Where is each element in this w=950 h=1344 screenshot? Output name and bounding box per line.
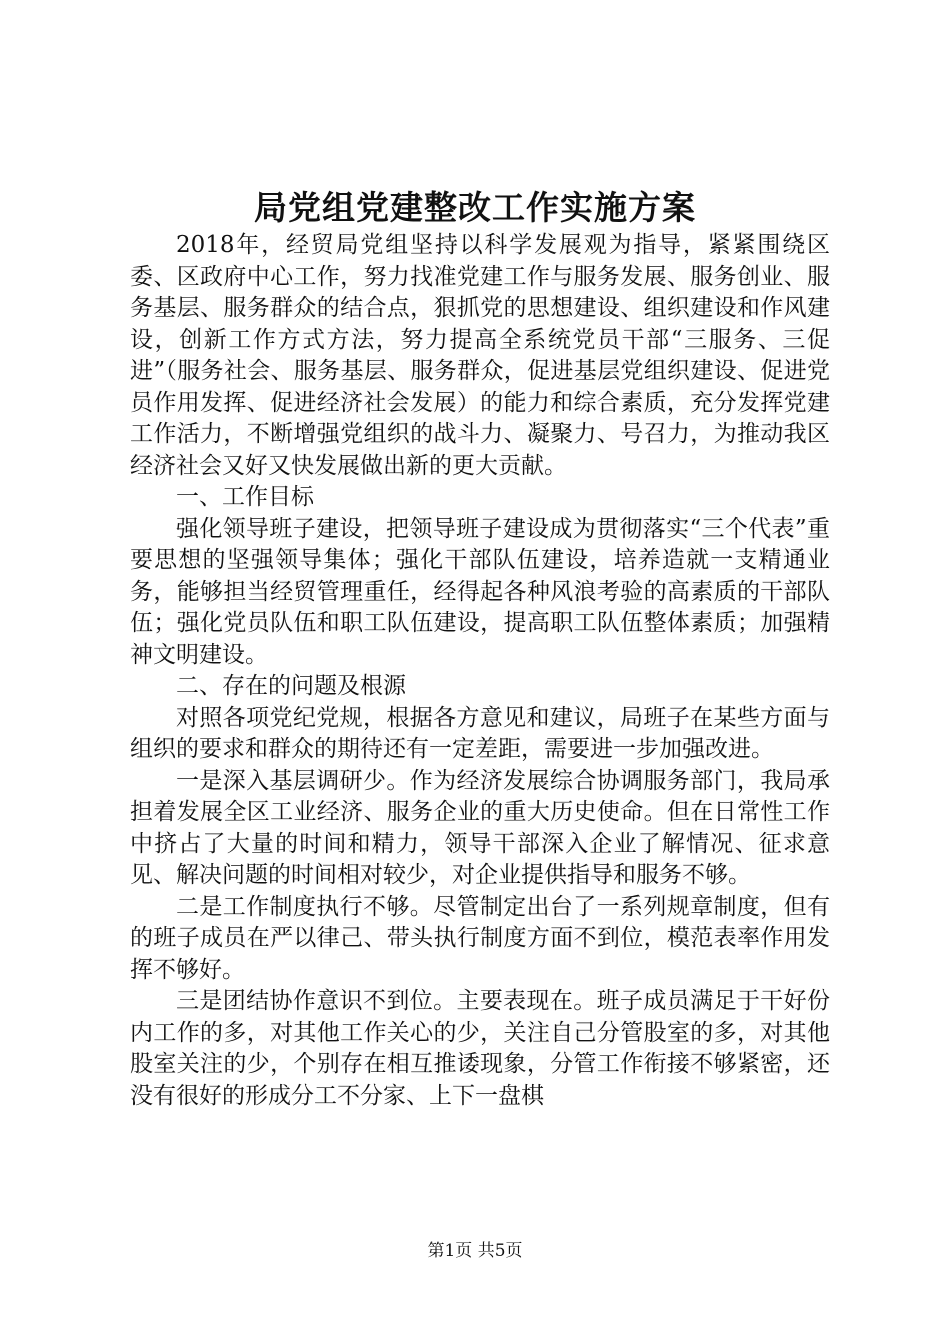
problem-one-paragraph: 一是深入基层调研少。作为经济发展综合协调服务部门，我局承担着发展全区工业经济、服务企业的重大历史使命。但在日常性工作中挤占了大量的时间和精力，领导干部深入企业了解情况、征求意见、解决问题的时间相对较少，对企业提供指导和服务不够。 [130,767,830,888]
document-title: 局党组党建整改工作实施方案 [254,188,696,227]
goals-paragraph: 强化领导班子建设，把领导班子建设成为贯彻落实“三个代表”重要思想的坚强领导集体；强化干部队伍建设，培养造就一支精通业务，能够担当经贸管理重任，经得起各种风浪考验的高素质的干部队伍；强化党员队伍和职工队伍建设，提高职工队伍整体素质；加强精神文明建设。 [130,515,830,668]
problem-three-paragraph: 三是团结协作意识不到位。主要表现在。班子成员满足于干好份内工作的多，对其他工作关心的少，关注自己分管股室的多，对其他股室关注的少，个别存在相互推诿现象，分管工作衔接不够紧密，还没有很好的形成分工不分家、上下一盘棋 [130,988,830,1109]
page-number-footer: 第1页 共5页 [427,1241,523,1261]
section-heading-problems: 二、存在的问题及根源 [176,673,406,699]
intro-paragraph: 2018年，经贸局党组坚持以科学发展观为指导，紧紧围绕区委、区政府中心工作，努力找准党建工作与服务发展、服务创业、服务基层、服务群众的结合点，狠抓党的思想建设、组织建设和作风建设，创新工作方式方法，努力提高全系统党员干部“三服务、三促进”（服务社会、服务基层、服务群众，促进基层党组织建设、促进党员作用发挥、促进经济社会发展）的能力和综合素质，充分发挥党建工作活力，不断增强党组织的战斗力、凝聚力、号召力，为推动我区经济社会又好又快发展做出新的更大贡献。 [130,232,830,479]
problem-two-paragraph: 二是工作制度执行不够。尽管制定出台了一系列规章制度，但有的班子成员在严以律己、带头执行制度方面不到位，模范表率作用发挥不够好。 [130,893,830,983]
problems-intro-paragraph: 对照各项党纪党规，根据各方意见和建议，局班子在某些方面与组织的要求和群众的期待还有一定差距，需要进一步加强改进。 [130,704,830,762]
section-heading-goals: 一、工作目标 [176,484,314,510]
document-body [130,230,830,1112]
